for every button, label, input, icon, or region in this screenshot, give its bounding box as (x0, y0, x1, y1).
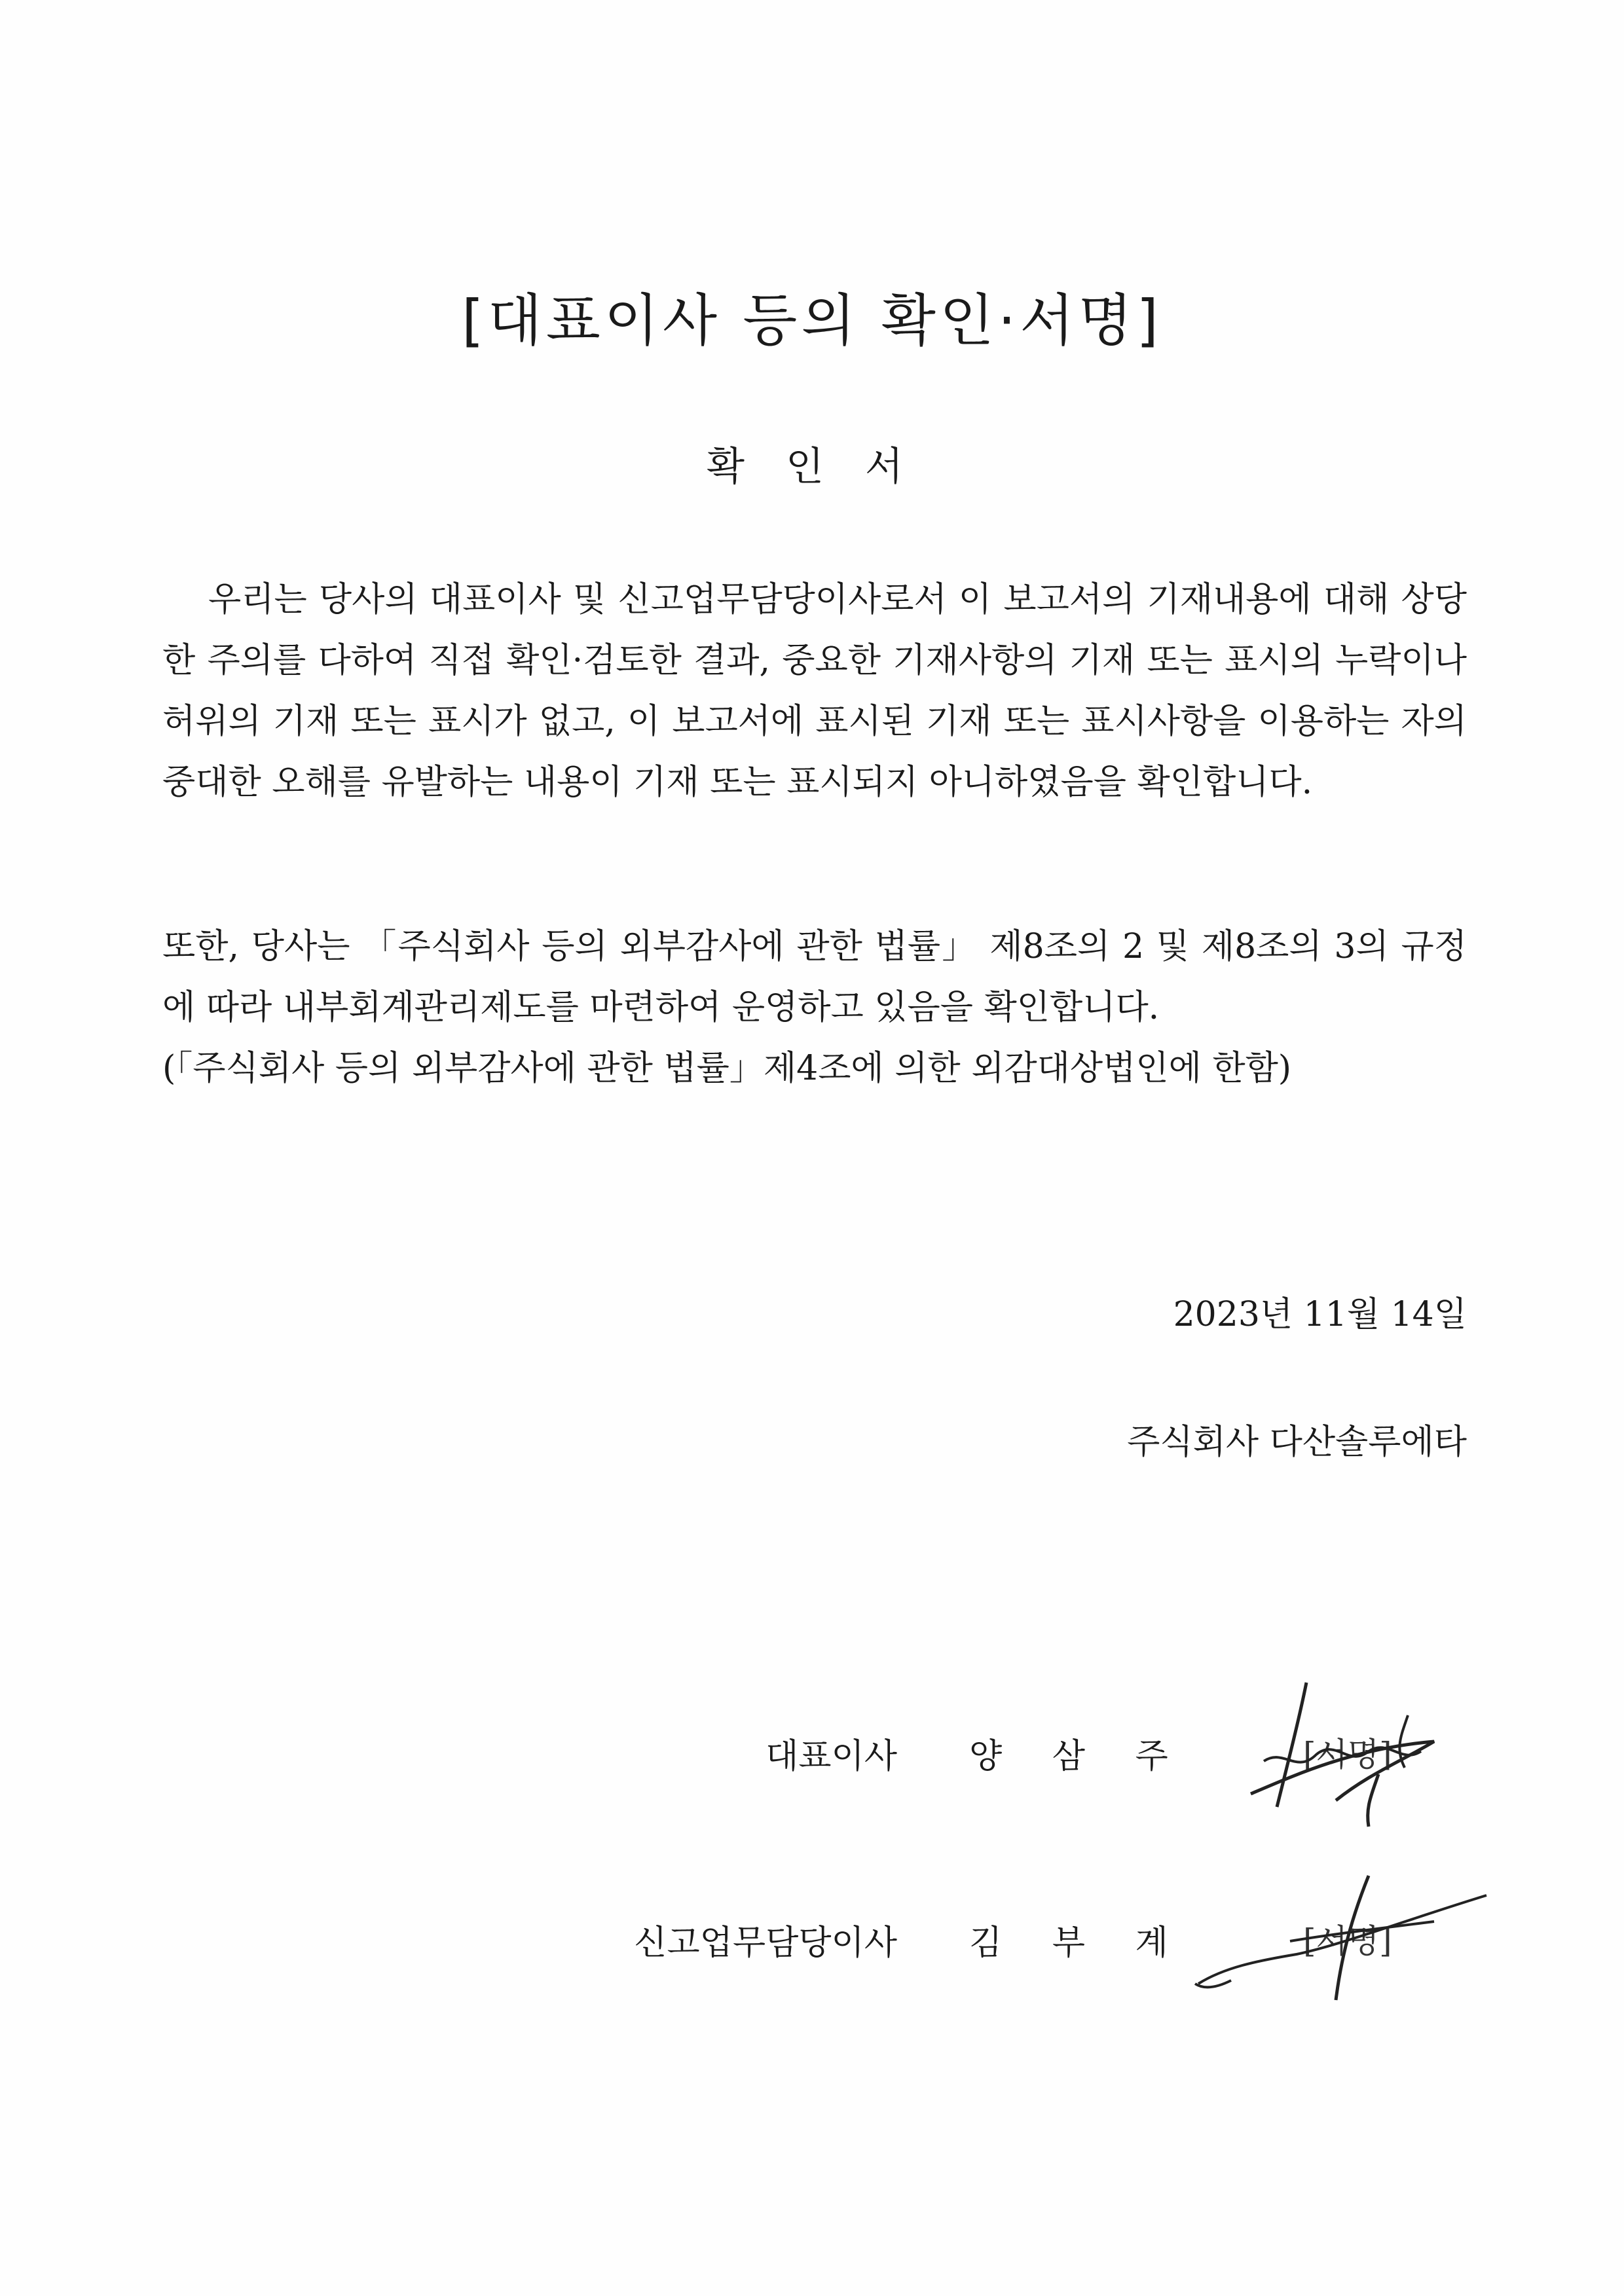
signatory-name: 양 삼 주 (969, 1737, 1188, 1776)
internal-control-paragraph: 또한, 당사는 「주식회사 등의 외부감사에 관한 법률」 제8조의 2 및 제8조의 3의 규정에 따라 내부회계관리제도를 마련하여 운영하고 있음을 확인합니다. (162, 927, 1467, 1027)
signatory-role: 신고업무담당이사 (634, 1923, 897, 1963)
signature-placeholder: [서명] (1303, 1736, 1392, 1774)
signatory-row-ceo (0, 1728, 1624, 1807)
company-name: 주식회사 다산솔루에타 (1127, 1423, 1467, 1462)
document-date: 2023년 11월 14일 (1173, 1295, 1467, 1334)
signatory-role: 대표이사 (766, 1737, 897, 1776)
signatory-row-reporting-director (0, 1915, 1624, 1994)
confirmation-paragraph: 우리는 당사의 대표이사 및 신고업무담당이사로서 이 보고서의 기재내용에 대해 상당한 주의를 다하여 직접 확인·검토한 결과, 중요한 기재사항의 기재 또는 표시의 누락이나 허위의 기재 또는 표시가 없고, 이 보고서에 표시된 기재 또는 표시사항을 이용하는 자의 중대한 오해를 유발하는 내용이 기재 또는 표시되지 아니하였음을 확인합니다. (162, 580, 1467, 802)
document-subtitle: 확 인 서 (706, 444, 918, 490)
signature-placeholder: [서명] (1303, 1922, 1392, 1960)
signatory-name: 김 부 계 (969, 1923, 1188, 1963)
document-title: [대표이사 등의 확인·서명] (462, 288, 1162, 354)
handwritten-signature-ceo (1238, 1676, 1473, 1846)
handwritten-signature-reporting-director (1185, 1869, 1500, 2013)
scope-note-paragraph: (「주식회사 등의 외부감사에 관한 법률」제4조에 의한 외감대상법인에 한함) (162, 1049, 1292, 1088)
